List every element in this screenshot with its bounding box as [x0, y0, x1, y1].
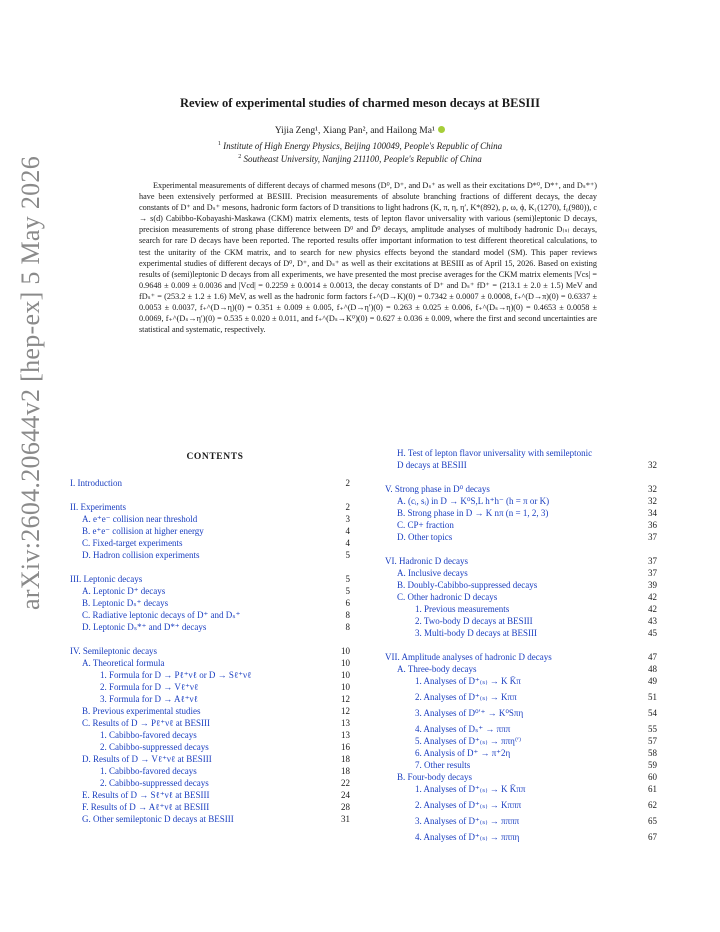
toc-entry[interactable]	[70, 706, 350, 718]
toc-entry[interactable]	[385, 628, 657, 640]
toc-entry-page: 4	[345, 538, 350, 548]
toc-entry-page: 34	[648, 508, 657, 518]
toc-entry[interactable]	[70, 694, 350, 706]
toc-entry-label[interactable]: 3. Analyses of D⁰′⁺ → K⁰Sπη	[415, 708, 524, 718]
toc-entry[interactable]	[385, 708, 657, 720]
toc-entry-label[interactable]: B. Four-body decays	[397, 772, 473, 782]
toc-entry-page: 32	[648, 496, 657, 506]
toc-entry-label[interactable]: B. Strong phase in D → K nπ (n = 1, 2, 3)	[397, 508, 549, 518]
toc-entry[interactable]	[70, 802, 350, 814]
toc-entry-page: 51	[648, 692, 657, 702]
toc-entry-label[interactable]: B. Doubly-Cabibbo-suppressed decays	[397, 580, 538, 590]
toc-entry-label[interactable]: E. Results of D → Sℓ⁺νℓ at BESIII	[82, 790, 210, 800]
toc-entry-page: 49	[648, 676, 657, 686]
toc-entry[interactable]	[385, 520, 657, 532]
authors-text: Yijia Zeng¹, Xiang Pan², and Hailong Ma¹	[274, 126, 435, 136]
toc-entry-page: 47	[648, 652, 657, 662]
toc-entry[interactable]	[385, 532, 657, 544]
toc-entry[interactable]	[385, 580, 657, 592]
toc-entry-label[interactable]: 2. Cabibbo-suppressed decays	[100, 742, 209, 752]
toc-entry-page: 2	[345, 478, 350, 488]
toc-entry-label[interactable]: VII. Amplitude analyses of hadronic D decays	[385, 652, 552, 662]
toc-entry-page: 12	[341, 706, 350, 716]
toc-entry-page: 48	[648, 664, 657, 674]
toc-entry-label[interactable]: F. Results of D → Aℓ⁺νℓ at BESIII	[82, 802, 210, 812]
toc-entry-page: 5	[345, 586, 350, 596]
toc-entry[interactable]	[70, 598, 350, 610]
toc-entry-page: 43	[648, 616, 657, 626]
toc-entry-label[interactable]: C. Fixed-target experiments	[82, 538, 183, 548]
toc-entry-page: 65	[648, 816, 657, 826]
toc-entry-label[interactable]: II. Experiments	[70, 502, 126, 512]
toc-entry[interactable]	[385, 664, 657, 676]
toc-entry[interactable]	[70, 646, 350, 658]
toc-entry-label[interactable]: 6. Analysis of D⁺ → π⁺2η	[415, 748, 511, 758]
toc-entry-page: 59	[648, 760, 657, 770]
toc-entry-page: 10	[341, 670, 350, 680]
toc-entry[interactable]	[385, 736, 657, 748]
toc-entry-label[interactable]: V. Strong phase in D⁰ decays	[385, 484, 490, 494]
toc-entry-page: 3	[345, 514, 350, 524]
toc-entry-label[interactable]: A. Leptonic D⁺ decays	[82, 586, 166, 596]
toc-entry[interactable]	[70, 742, 350, 754]
toc-entry-label[interactable]: B. e⁺e⁻ collision at higher energy	[82, 526, 204, 536]
toc-entry-label[interactable]: 4. Analyses of Dₛ⁺ → πππ	[415, 724, 511, 734]
toc-entry-label[interactable]: 7. Other results	[415, 760, 471, 770]
affiliation-2: $^2$ Southeast University, Nanjing 211100, People's Republic of China	[238, 154, 482, 164]
toc-entry-page: 36	[648, 520, 657, 530]
toc-entry-page: 18	[341, 766, 350, 776]
toc-entry[interactable]	[385, 800, 657, 812]
toc-entry-label[interactable]: 1. Formula for D → Pℓ⁺νℓ or D → Sℓ⁺νℓ	[100, 670, 252, 680]
toc-entry-page: 58	[648, 748, 657, 758]
toc-entry-page: 13	[341, 730, 350, 740]
toc-entry-page: 8	[345, 622, 350, 632]
toc-entry-label[interactable]: D. Leptonic Dₛ*⁺ and D*⁺ decays	[82, 622, 207, 632]
toc-entry-page: 42	[648, 592, 657, 602]
toc-entry[interactable]	[70, 766, 350, 778]
toc-entry[interactable]	[70, 574, 350, 586]
toc-entry-label[interactable]: VI. Hadronic D decays	[385, 556, 468, 566]
contents-heading: CONTENTS	[186, 452, 244, 462]
toc-entry-label[interactable]: A. Three-body decays	[397, 664, 477, 674]
toc-entry-page: 39	[648, 580, 657, 590]
toc-entry[interactable]	[70, 550, 350, 562]
author-list	[0, 126, 720, 136]
toc-entry-page: 12	[341, 694, 350, 704]
toc-entry-label[interactable]: 1. Cabibbo-favored decays	[100, 766, 197, 776]
toc-entry-page: 2	[345, 502, 350, 512]
toc-entry[interactable]	[385, 784, 657, 796]
toc-entry[interactable]	[70, 478, 350, 490]
orcid-icon[interactable]	[438, 126, 445, 133]
arxiv-id-text: arXiv:2604.20644v2 [hep-ex] 5 May 2026	[16, 155, 45, 610]
toc-entry-label[interactable]: 2. Analyses of D⁺₍ₛ₎ → Kπππ	[415, 800, 522, 810]
toc-entry-label[interactable]: G. Other semileptonic D decays at BESIII	[82, 814, 234, 824]
toc-entry-page: 57	[648, 736, 657, 746]
toc-entry-label[interactable]: A. Theoretical formula	[82, 658, 165, 668]
toc-entry[interactable]	[385, 496, 657, 508]
toc-entry[interactable]	[385, 652, 657, 664]
toc-entry-label[interactable]: 2. Two-body D decays at BESIII	[415, 616, 533, 626]
toc-entry[interactable]	[70, 778, 350, 790]
toc-entry[interactable]	[385, 676, 657, 688]
toc-entry-label[interactable]: B. Previous experimental studies	[82, 706, 201, 716]
toc-entry-page: 18	[341, 754, 350, 764]
abstract: Experimental measurements of different decays of charmed mesons (D⁰, D⁺, and Dₛ⁺ as well as their excitations D*⁰, D*⁺, and Dₛ*⁺) have been extensively performed at BESIII. Precision measurements of absolute branching fractions of different decays, the decay constants of D⁺ and Dₛ⁺ mesons, hadronic form factors of D transitions to light hadrons (K, π, η, η′, K*(892), ρ, ω, ϕ, K₁(1270), f₀(980)), c → s(d) Cabibbo-Kobayashi-Maskawa (CKM) matrix elements, tests of lepton flavor universality with various (semi)leptonic D decays, precision measurements of strong phase difference between D⁰ and D̄⁰ decays, amplitude analyses of multibody hadronic D₍ₛ₎ decays, search for rare D decays have been reported. The reported results offer important information to test different theoretical calculations, to test the unitarity of the CKM matrix, and to search for new physics effects beyond the standard model (SM). This paper reviews experimental studies of different decays of D⁰, D⁺, and Dₛ⁺ as well as their excitations at BESIII as of April 15, 2026. Based on existing results of (semi)leptonic D decays from all experiments, we have presented the most precise averages for the CKM matrix elements |Vcs| = 0.9648 ± 0.009 ± 0.0036 and |Vcd| = 0.2259 ± 0.0014 ± 0.0013, the decay constants of D⁺ and Dₛ⁺ fD⁺ = (213.1 ± 2.0 ± 1.5) MeV and fDₛ⁺ = (253.2 ± 1.2 ± 1.6) MeV, as well as the hadronic form factors f₊^(D→K)(0) = 0.7342 ± 0.0007 ± 0.0008, f₊^(D→π)(0) = 0.6337 ± 0.0053 ± 0.0037, f₊^(D→η)(0) = 0.351 ± 0.009 ± 0.005, f₊^(D→η′)(0) = 0.263 ± 0.025 ± 0.006, f₊^(Dₛ→η)(0) = 0.4653 ± 0.0058 ± 0.0069, f₊^(Dₛ→η′)(0) = 0.535 ± 0.020 ± 0.011, and f₊^(Dₛ→K⁰)(0) = 0.627 ± 0.036 ± 0.009, where the first and second uncertainties are statistical and systematic, respectively.	[139, 181, 597, 335]
toc-entry[interactable]	[70, 514, 350, 526]
toc-entry-label[interactable]: B. Leptonic Dₛ⁺ decays	[82, 598, 169, 608]
toc-entry-label[interactable]: III. Leptonic decays	[70, 574, 143, 584]
paper-title: Review of experimental studies of charmed meson decays at BESIII	[179, 96, 541, 110]
toc-entry-label[interactable]: 2. Analyses of D⁺₍ₛ₎ → Kππ	[415, 692, 517, 702]
toc-entry[interactable]	[70, 586, 350, 598]
toc-entry-label[interactable]: 1. Analyses of D⁺₍ₛ₎ → K K̄π	[415, 676, 521, 686]
toc-entry[interactable]	[385, 760, 657, 772]
toc-entry-page: 31	[341, 814, 350, 824]
toc-entry-label[interactable]: 3. Multi-body D decays at BESIII	[415, 628, 537, 638]
toc-entry-label[interactable]: 1. Cabibbo-favored decays	[100, 730, 197, 740]
toc-entry-label[interactable]: C. CP+ fraction	[397, 520, 454, 530]
toc-entry[interactable]	[385, 772, 657, 784]
toc-entry-label[interactable]: A. (cᵢ, sᵢ) in D → K⁰S,L h⁺h⁻ (h = π or K)	[397, 496, 550, 506]
toc-entry[interactable]	[70, 790, 350, 802]
toc-entry[interactable]	[385, 592, 657, 604]
toc-entry-page: 10	[341, 646, 350, 656]
toc-entry-page: 37	[648, 568, 657, 578]
toc-entry-label[interactable]: D. Results of D → Vℓ⁺νℓ at BESIII	[82, 754, 212, 764]
toc-entry[interactable]	[70, 814, 350, 826]
toc-entry[interactable]	[70, 610, 350, 622]
toc-entry[interactable]	[385, 556, 657, 568]
toc-entry[interactable]	[385, 448, 657, 470]
toc-entry-label[interactable]: 1. Analyses of D⁺₍ₛ₎ → K K̄ππ	[415, 784, 526, 794]
toc-entry[interactable]	[70, 718, 350, 730]
toc-entry[interactable]	[385, 816, 657, 828]
toc-entry[interactable]	[70, 538, 350, 550]
toc-entry-label[interactable]: 2. Formula for D → Vℓ⁺νℓ	[100, 682, 199, 692]
toc-entry-page: 60	[648, 772, 657, 782]
toc-entry-label[interactable]: 3. Analyses of D⁺₍ₛ₎ → ππππ	[415, 816, 520, 826]
toc-entry[interactable]	[70, 682, 350, 694]
toc-entry-label[interactable]: 5. Analyses of D⁺₍ₛ₎ → ππη⁽′⁾	[415, 736, 522, 746]
toc-entry-page: 22	[341, 778, 350, 788]
toc-entry-label[interactable]: I. Introduction	[70, 478, 122, 488]
toc-entry-page: 45	[648, 628, 657, 638]
toc-entry[interactable]	[385, 508, 657, 520]
toc-entry[interactable]	[70, 730, 350, 742]
toc-entry[interactable]	[385, 832, 657, 844]
toc-entry-label[interactable]: D. Other topics	[397, 532, 453, 542]
toc-entry-label[interactable]: 1. Previous measurements	[415, 604, 510, 614]
toc-entry[interactable]	[385, 724, 657, 736]
toc-entry[interactable]	[385, 568, 657, 580]
toc-entry-page: 5	[345, 574, 350, 584]
toc-entry[interactable]	[70, 622, 350, 634]
toc-entry-label[interactable]: A. e⁺e⁻ collision near threshold	[82, 514, 198, 524]
toc-entry-page: 13	[341, 718, 350, 728]
toc-entry[interactable]	[385, 484, 657, 496]
toc-entry-label[interactable]: A. Inclusive decays	[397, 568, 468, 578]
affiliation-1: $^1$ Institute of High Energy Physics, Beijing 100049, People's Republic of China	[217, 141, 503, 151]
toc-entry-label[interactable]: 4. Analyses of D⁺₍ₛ₎ → πππη	[415, 832, 520, 842]
toc-entry-page: 4	[345, 526, 350, 536]
toc-entry-label[interactable]: 3. Formula for D → Aℓ⁺νℓ	[100, 694, 198, 704]
toc-entry-page: 28	[341, 802, 350, 812]
toc-entry-page: 37	[648, 556, 657, 566]
toc-entry[interactable]	[70, 502, 350, 514]
toc-entry-page: 55	[648, 724, 657, 734]
toc-entry[interactable]	[70, 526, 350, 538]
toc-entry-page: 6	[345, 598, 350, 608]
toc-entry-label[interactable]: C. Other hadronic D decays	[397, 592, 498, 602]
toc-entry-page: 8	[345, 610, 350, 620]
toc-entry-label[interactable]: D. Hadron collision experiments	[82, 550, 200, 560]
toc-entry-label[interactable]: C. Results of D → Pℓ⁺νℓ at BESIII	[82, 718, 210, 728]
toc-entry-page: 10	[341, 658, 350, 668]
toc-entry-page: 24	[341, 790, 350, 800]
toc-entry-page: 67	[648, 832, 657, 842]
toc-entry[interactable]	[385, 748, 657, 760]
toc-entry-page: 54	[648, 708, 657, 718]
toc-entry-page: 42	[648, 604, 657, 614]
toc-entry[interactable]	[70, 754, 350, 766]
toc-entry-page: 10	[341, 682, 350, 692]
toc-entry-page: 61	[648, 784, 657, 794]
toc-entry[interactable]	[385, 616, 657, 628]
toc-entry[interactable]	[385, 692, 657, 704]
toc-entry-page: 37	[648, 532, 657, 542]
toc-entry-label[interactable]: H. Test of lepton flavor universality with semileptonic D decays at BESIII	[397, 448, 593, 470]
toc-entry-label[interactable]: 2. Cabibbo-suppressed decays	[100, 778, 209, 788]
toc-entry-page: 5	[345, 550, 350, 560]
toc-entry-page: 16	[341, 742, 350, 752]
toc-entry-page: 62	[648, 800, 657, 810]
toc-entry-page: 32	[648, 484, 657, 494]
toc-entry[interactable]	[70, 670, 350, 682]
toc-entry-page: 32	[648, 459, 657, 470]
toc-entry[interactable]	[70, 658, 350, 670]
toc-entry-label[interactable]: IV. Semileptonic decays	[70, 646, 158, 656]
toc-entry-label[interactable]: C. Radiative leptonic decays of D⁺ and Dₛ⁺	[82, 610, 241, 620]
toc-entry[interactable]	[385, 604, 657, 616]
